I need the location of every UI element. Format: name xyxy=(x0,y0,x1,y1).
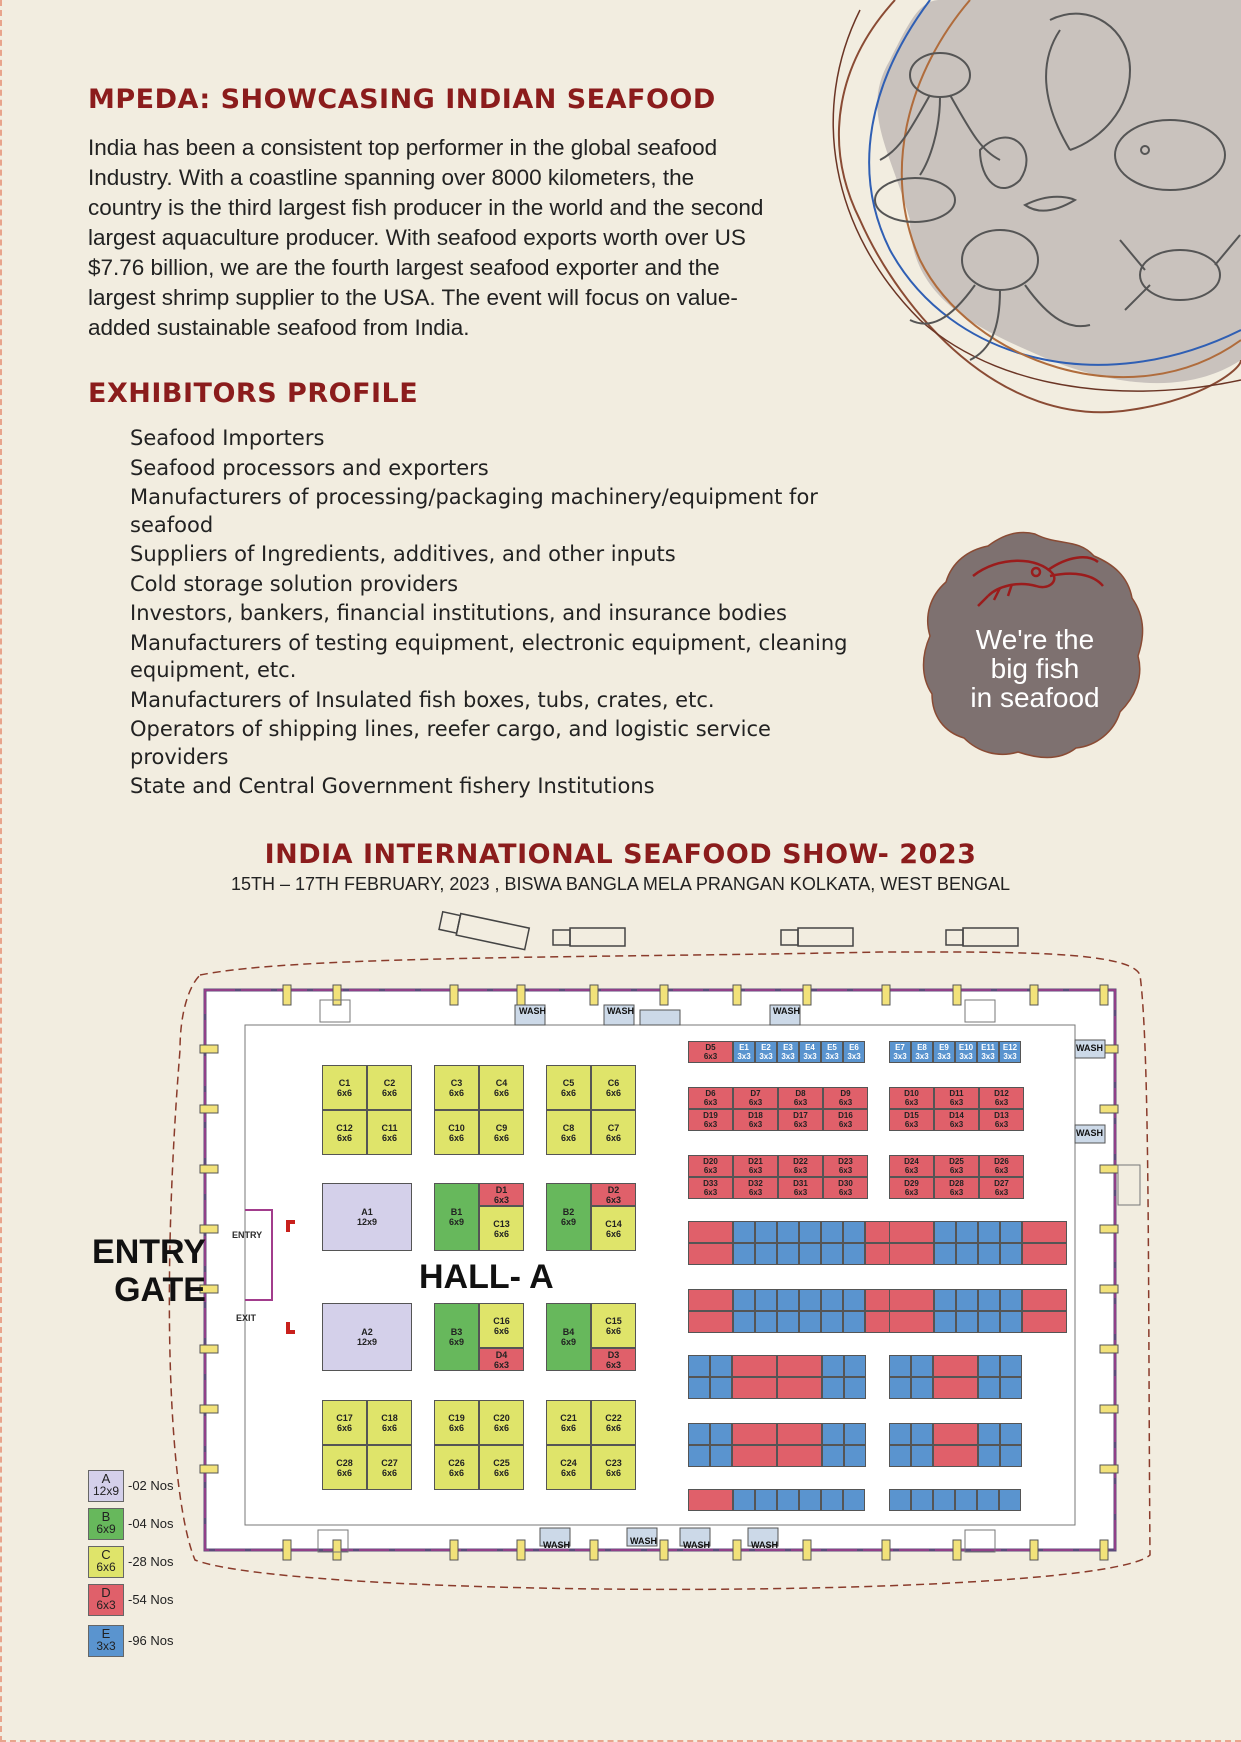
stall-cell xyxy=(732,1445,777,1467)
stall-c4: C4 6x6 xyxy=(479,1065,524,1110)
intro-paragraph: India has been a consistent top performer in the global seafood Industry. With a coastline spanning over 8000 kilometers, the country is the third largest fish producer in the world and the second largest aquaculture producer. With seafood exports worth over US $7.76 billion, we are the fourth largest seafood exporter and the largest shrimp supplier to the USA. The event will focus on value-added sustainable seafood from India. xyxy=(88,135,764,340)
stall-e7: E7 3x3 xyxy=(889,1041,911,1063)
stall-cell xyxy=(978,1423,1000,1445)
stall-cell xyxy=(732,1377,777,1399)
stall-cell xyxy=(978,1311,1000,1333)
stall-e10: E10 3x3 xyxy=(955,1041,977,1063)
stall-d8: D8 6x3 xyxy=(778,1087,823,1109)
stall-cell xyxy=(1022,1311,1067,1333)
stall-cell xyxy=(755,1243,777,1265)
stall-c21: C21 6x6 xyxy=(546,1400,591,1445)
legend-count: -04 Nos xyxy=(128,1516,174,1531)
stall-cell xyxy=(999,1489,1021,1511)
stall-c16: C16 6x6 xyxy=(479,1303,524,1348)
stall-d16: D16 6x3 xyxy=(823,1109,868,1131)
stall-cell xyxy=(978,1377,1000,1399)
stall-cell xyxy=(822,1445,844,1467)
stall-d15: D15 6x3 xyxy=(889,1109,934,1131)
list-item: Operators of shipping lines, reefer cargo, and logistic service providers xyxy=(88,716,868,771)
stall-e8: E8 3x3 xyxy=(911,1041,933,1063)
stall-d9: D9 6x3 xyxy=(823,1087,868,1109)
list-item: Manufacturers of processing/packaging machinery/equipment for seafood xyxy=(88,484,868,539)
legend-swatch: A 12x9 xyxy=(88,1470,124,1502)
bullet-icon xyxy=(88,484,130,539)
stall-d32: D32 6x3 xyxy=(733,1177,778,1199)
stall-cell xyxy=(777,1289,799,1311)
stall-c19: C19 6x6 xyxy=(434,1400,479,1445)
stall-cell xyxy=(822,1377,844,1399)
stall-d22: D22 6x3 xyxy=(778,1155,823,1177)
stall-cell xyxy=(733,1289,755,1311)
svg-text:WASH: WASH xyxy=(519,1006,546,1016)
stall-cell xyxy=(1022,1221,1067,1243)
show-subtitle: 15TH – 17TH FEBRUARY, 2023 , BISWA BANGLA MELA PRANGAN KOLKATA, WEST BENGAL xyxy=(231,874,1010,894)
legend-count: -02 Nos xyxy=(128,1478,174,1493)
stall-cell xyxy=(843,1243,865,1265)
stall-cell xyxy=(733,1243,755,1265)
svg-text:WASH: WASH xyxy=(773,1006,800,1016)
section-title-mpeda: MPEDA: SHOWCASING INDIAN SEAFOOD xyxy=(88,84,716,115)
stall-d6: D6 6x3 xyxy=(688,1087,733,1109)
bullet-icon xyxy=(88,455,130,483)
stall-cell xyxy=(889,1445,911,1467)
svg-text:WASH: WASH xyxy=(683,1540,710,1550)
stall-cell xyxy=(799,1289,821,1311)
stall-cell xyxy=(844,1445,866,1467)
stall-cell xyxy=(843,1489,865,1511)
stall-c5: C5 6x6 xyxy=(546,1065,591,1110)
stall-cell xyxy=(978,1355,1000,1377)
stall-cell xyxy=(934,1243,956,1265)
stall-cell xyxy=(822,1355,844,1377)
stall-c10: C10 6x6 xyxy=(434,1110,479,1155)
bullet-icon xyxy=(88,571,130,599)
stall-c23: C23 6x6 xyxy=(591,1445,636,1490)
stall-c27: C27 6x6 xyxy=(367,1445,412,1490)
stall-d13: D13 6x3 xyxy=(979,1109,1024,1131)
stall-cell xyxy=(1000,1423,1022,1445)
stall-cell xyxy=(732,1355,777,1377)
entry-label: ENTRY xyxy=(232,1230,263,1240)
stall-cell xyxy=(977,1489,999,1511)
list-item: Seafood Importers xyxy=(88,425,868,453)
stall-cell xyxy=(889,1289,934,1311)
stall-d7: D7 6x3 xyxy=(733,1087,778,1109)
stall-cell xyxy=(821,1221,843,1243)
svg-text:WASH: WASH xyxy=(1076,1128,1103,1138)
bullet-icon xyxy=(88,541,130,569)
stall-c1: C1 6x6 xyxy=(322,1065,367,1110)
list-item: Seafood processors and exporters xyxy=(88,455,868,483)
stall-d1: D1 6x3 xyxy=(479,1183,524,1206)
stall-cell xyxy=(733,1311,755,1333)
stall-c8: C8 6x6 xyxy=(546,1110,591,1155)
stall-cell xyxy=(978,1289,1000,1311)
stall-c24: C24 6x6 xyxy=(546,1445,591,1490)
stall-c14: C14 6x6 xyxy=(591,1206,636,1251)
stall-cell xyxy=(1000,1377,1022,1399)
stall-d23: D23 6x3 xyxy=(823,1155,868,1177)
stall-cell xyxy=(911,1355,933,1377)
stall-d4: D4 6x3 xyxy=(479,1348,524,1371)
stall-cell xyxy=(911,1445,933,1467)
stall-cell xyxy=(844,1377,866,1399)
svg-text:WASH: WASH xyxy=(751,1540,778,1550)
stall-d18: D18 6x3 xyxy=(733,1109,778,1131)
stall-cell xyxy=(755,1221,777,1243)
stall-cell xyxy=(821,1243,843,1265)
stall-cell xyxy=(732,1423,777,1445)
bullet-icon xyxy=(88,600,130,628)
stall-d14: D14 6x3 xyxy=(934,1109,979,1131)
stall-d12: D12 6x3 xyxy=(979,1087,1024,1109)
stall-cell xyxy=(688,1445,710,1467)
stall-c6: C6 6x6 xyxy=(591,1065,636,1110)
stall-cell xyxy=(889,1221,934,1243)
stall-cell xyxy=(889,1377,911,1399)
stall-cell xyxy=(799,1243,821,1265)
stall-cell xyxy=(1000,1445,1022,1467)
stall-e6: E6 3x3 xyxy=(843,1041,865,1063)
bullet-icon xyxy=(88,687,130,715)
bullet-icon xyxy=(88,716,130,771)
stall-cell xyxy=(933,1355,978,1377)
stall-cell xyxy=(844,1423,866,1445)
stall-e11: E11 3x3 xyxy=(977,1041,999,1063)
stall-cell xyxy=(955,1489,977,1511)
stall-cell xyxy=(821,1289,843,1311)
stall-d10: D10 6x3 xyxy=(889,1087,934,1109)
stall-cell xyxy=(889,1489,911,1511)
stall-d24: D24 6x3 xyxy=(889,1155,934,1177)
stall-cell xyxy=(911,1423,933,1445)
stall-d2: D2 6x3 xyxy=(591,1183,636,1206)
list-item: State and Central Government fishery Institutions xyxy=(88,773,868,801)
show-title: INDIA INTERNATIONAL SEAFOOD SHOW- 2023 xyxy=(264,839,977,870)
stall-cell xyxy=(733,1221,755,1243)
stall-d17: D17 6x3 xyxy=(778,1109,823,1131)
stall-cell xyxy=(956,1311,978,1333)
stall-d29: D29 6x3 xyxy=(889,1177,934,1199)
stall-a1: A1 12x9 xyxy=(322,1183,412,1251)
stall-cell xyxy=(889,1355,911,1377)
stall-cell xyxy=(777,1423,822,1445)
stall-cell xyxy=(710,1355,732,1377)
stall-cell xyxy=(688,1311,733,1333)
stall-cell xyxy=(688,1489,733,1511)
stall-d20: D20 6x3 xyxy=(688,1155,733,1177)
stall-d28: D28 6x3 xyxy=(934,1177,979,1199)
legend-swatch: C 6x6 xyxy=(88,1546,124,1578)
stall-c13: C13 6x6 xyxy=(479,1206,524,1251)
svg-text:WASH: WASH xyxy=(607,1006,634,1016)
stall-cell xyxy=(777,1221,799,1243)
stall-e12: E12 3x3 xyxy=(999,1041,1021,1063)
stall-cell xyxy=(821,1489,843,1511)
stall-cell xyxy=(934,1221,956,1243)
stall-cell xyxy=(843,1289,865,1311)
stall-e5: E5 3x3 xyxy=(821,1041,843,1063)
exit-label: EXIT xyxy=(236,1313,257,1323)
stall-cell xyxy=(755,1289,777,1311)
stall-cell xyxy=(978,1243,1000,1265)
stall-d33: D33 6x3 xyxy=(688,1177,733,1199)
stall-cell xyxy=(978,1221,1000,1243)
stall-cell xyxy=(1000,1289,1022,1311)
stall-cell xyxy=(844,1355,866,1377)
stall-cell xyxy=(1022,1289,1067,1311)
stall-d25: D25 6x3 xyxy=(934,1155,979,1177)
stall-cell xyxy=(710,1423,732,1445)
stall-e2: E2 3x3 xyxy=(755,1041,777,1063)
stall-cell xyxy=(956,1221,978,1243)
stall-d3: D3 6x3 xyxy=(591,1348,636,1371)
legend-count: -54 Nos xyxy=(128,1592,174,1607)
stall-d21: D21 6x3 xyxy=(733,1155,778,1177)
stall-cell xyxy=(956,1289,978,1311)
stall-c3: C3 6x6 xyxy=(434,1065,479,1110)
stall-cell xyxy=(978,1445,1000,1467)
stall-cell xyxy=(688,1355,710,1377)
stall-b3: B3 6x9 xyxy=(434,1303,479,1371)
stall-d31: D31 6x3 xyxy=(778,1177,823,1199)
stall-cell xyxy=(710,1377,732,1399)
stall-c9: C9 6x6 xyxy=(479,1110,524,1155)
stall-cell xyxy=(956,1243,978,1265)
legend-swatch: D 6x3 xyxy=(88,1584,124,1616)
stall-cell xyxy=(777,1243,799,1265)
list-item: Investors, bankers, financial institutions, and insurance bodies xyxy=(88,600,868,628)
truck-icons xyxy=(439,910,1018,950)
stall-cell xyxy=(1022,1243,1067,1265)
bullet-icon xyxy=(88,773,130,801)
stall-cell xyxy=(843,1311,865,1333)
stall-cell xyxy=(799,1489,821,1511)
stall-cell xyxy=(889,1243,934,1265)
stall-d30: D30 6x3 xyxy=(823,1177,868,1199)
stall-cell xyxy=(688,1221,733,1243)
stall-cell xyxy=(777,1489,799,1511)
stall-c25: C25 6x6 xyxy=(479,1445,524,1490)
stall-cell xyxy=(1000,1311,1022,1333)
stall-c15: C15 6x6 xyxy=(591,1303,636,1348)
hall-label: HALL- A xyxy=(419,1258,554,1296)
stall-cell xyxy=(889,1311,934,1333)
stall-cell xyxy=(933,1489,955,1511)
stall-cell xyxy=(843,1221,865,1243)
stall-cell xyxy=(733,1489,755,1511)
stall-c26: C26 6x6 xyxy=(434,1445,479,1490)
stall-c20: C20 6x6 xyxy=(479,1400,524,1445)
section-title-exhibitors: EXHIBITORS PROFILE xyxy=(88,378,419,409)
stall-d19: D19 6x3 xyxy=(688,1109,733,1131)
stall-c17: C17 6x6 xyxy=(322,1400,367,1445)
stall-c28: C28 6x6 xyxy=(322,1445,367,1490)
bullet-icon xyxy=(88,630,130,685)
stall-cell xyxy=(688,1423,710,1445)
stall-cell xyxy=(777,1377,822,1399)
seafood-illustration xyxy=(800,0,1241,430)
exhibitors-profile-list xyxy=(88,425,868,803)
badge-text: We're the big fish in seafood xyxy=(970,624,1100,713)
svg-text:WASH: WASH xyxy=(1076,1043,1103,1053)
stall-d5: D5 6x3 xyxy=(688,1041,733,1063)
stall-cell xyxy=(799,1311,821,1333)
stall-cell xyxy=(911,1489,933,1511)
stall-d27: D27 6x3 xyxy=(979,1177,1024,1199)
stall-cell xyxy=(821,1311,843,1333)
entry-gate-label: ENTRY GATE xyxy=(92,1233,206,1309)
stall-cell xyxy=(777,1311,799,1333)
stall-e3: E3 3x3 xyxy=(777,1041,799,1063)
stall-cell xyxy=(889,1423,911,1445)
list-item: Manufacturers of Insulated fish boxes, tubs, crates, etc. xyxy=(88,687,868,715)
stall-b1: B1 6x9 xyxy=(434,1183,479,1251)
stall-b4: B4 6x9 xyxy=(546,1303,591,1371)
stall-cell xyxy=(934,1289,956,1311)
stall-cell xyxy=(777,1355,822,1377)
list-item: Manufacturers of testing equipment, electronic equipment, cleaning equipment, etc. xyxy=(88,630,868,685)
stall-c7: C7 6x6 xyxy=(591,1110,636,1155)
stall-cell xyxy=(934,1311,956,1333)
stall-cell xyxy=(755,1489,777,1511)
stall-cell xyxy=(911,1377,933,1399)
stall-cell xyxy=(710,1445,732,1467)
stall-c12: C12 6x6 xyxy=(322,1110,367,1155)
stall-d11: D11 6x3 xyxy=(934,1087,979,1109)
stall-cell xyxy=(822,1423,844,1445)
stall-cell xyxy=(1000,1243,1022,1265)
legend-swatch: B 6x9 xyxy=(88,1508,124,1540)
stall-e4: E4 3x3 xyxy=(799,1041,821,1063)
stall-c22: C22 6x6 xyxy=(591,1400,636,1445)
stall-cell xyxy=(688,1243,733,1265)
stall-cell xyxy=(933,1377,978,1399)
stall-cell xyxy=(688,1377,710,1399)
stall-c11: C11 6x6 xyxy=(367,1110,412,1155)
stall-cell xyxy=(1000,1221,1022,1243)
stall-e1: E1 3x3 xyxy=(733,1041,755,1063)
svg-text:WASH: WASH xyxy=(543,1540,570,1550)
legend-count: -96 Nos xyxy=(128,1633,174,1648)
stall-cell xyxy=(688,1289,733,1311)
legend-swatch: E 3x3 xyxy=(88,1625,124,1657)
stall-b2: B2 6x9 xyxy=(546,1183,591,1251)
stall-c2: C2 6x6 xyxy=(367,1065,412,1110)
stall-c18: C18 6x6 xyxy=(367,1400,412,1445)
stall-cell xyxy=(933,1445,978,1467)
list-item: Suppliers of Ingredients, additives, and other inputs xyxy=(88,541,868,569)
stall-cell xyxy=(777,1445,822,1467)
stall-a2: A2 12x9 xyxy=(322,1303,412,1371)
list-item: Cold storage solution providers xyxy=(88,571,868,599)
stall-e9: E9 3x3 xyxy=(933,1041,955,1063)
stall-cell xyxy=(755,1311,777,1333)
stall-cell xyxy=(1000,1355,1022,1377)
bullet-icon xyxy=(88,425,130,453)
legend-count: -28 Nos xyxy=(128,1554,174,1569)
stall-cell xyxy=(799,1221,821,1243)
stall-cell xyxy=(933,1423,978,1445)
svg-text:WASH: WASH xyxy=(630,1536,657,1546)
stall-d26: D26 6x3 xyxy=(979,1155,1024,1177)
